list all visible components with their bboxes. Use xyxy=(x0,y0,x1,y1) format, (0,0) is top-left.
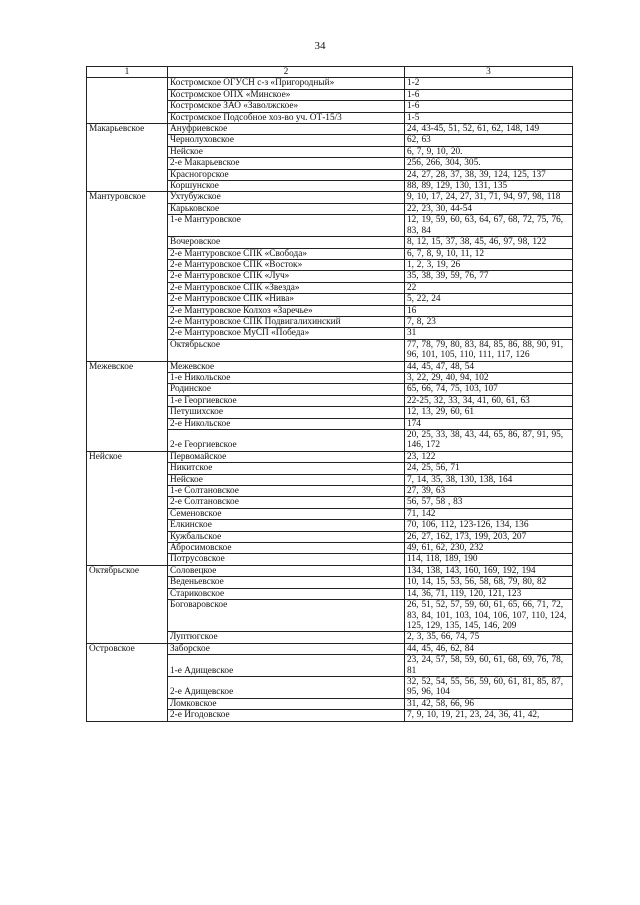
table-row xyxy=(87,643,573,654)
page-number: 34 xyxy=(314,40,326,52)
plot-numbers-cell: 9, 10, 17, 24, 27, 31, 71, 94, 97, 98, 118 xyxy=(405,192,573,203)
farm-cell: Чернолуховское xyxy=(168,135,405,146)
table-row xyxy=(87,124,573,135)
plot-numbers-cell: 7, 9, 10, 19, 21, 23, 24, 36, 41, 42, xyxy=(405,710,573,721)
farm-cell: Карьковское xyxy=(168,203,405,214)
plot-numbers-cell: 88, 89, 129, 130, 131, 135 xyxy=(405,181,573,192)
plot-numbers-cell: 24, 25, 56, 71 xyxy=(405,463,573,474)
plot-numbers-cell: 56, 57, 58 , 83 xyxy=(405,497,573,508)
plot-numbers-cell: 22-25, 32, 33, 34, 41, 60, 61, 63 xyxy=(405,395,573,406)
farm-cell: 2-е Адищевское xyxy=(168,676,405,698)
plot-numbers-cell: 134, 138, 143, 160, 169, 192, 194 xyxy=(405,565,573,576)
farm-cell: Семеновское xyxy=(168,508,405,519)
plot-numbers-cell: 174 xyxy=(405,418,573,429)
farm-cell: 2-е Мантуровское СПК «Восток» xyxy=(168,259,405,270)
plot-numbers-cell: 14, 36, 71, 119, 120, 121, 123 xyxy=(405,588,573,599)
table-row xyxy=(87,451,573,462)
column-header-1: 1 xyxy=(87,67,168,78)
farm-cell: Родинское xyxy=(168,384,405,395)
farm-cell: Костромское Подсобное хоз-во уч. ОТ-15/3 xyxy=(168,112,405,123)
farm-cell: Соловецкое xyxy=(168,565,405,576)
plot-numbers-cell: 1-6 xyxy=(405,101,573,112)
land-plots-table xyxy=(86,66,573,722)
farm-cell: Костромское ЗАО «Заволжское» xyxy=(168,101,405,112)
district-cell: Мантуровское xyxy=(87,192,168,361)
plot-numbers-cell: 1-2 xyxy=(405,78,573,89)
plot-numbers-cell: 2, 3, 35, 66, 74, 75 xyxy=(405,632,573,643)
farm-cell: Ухтубужское xyxy=(168,192,405,203)
plot-numbers-cell: 12, 19, 59, 60, 63, 64, 67, 68, 72, 75, 76, 83, 84 xyxy=(405,215,573,237)
plot-numbers-cell: 32, 52, 54, 55, 56, 59, 60, 61, 81, 85, 87, 95, 96, 104 xyxy=(405,676,573,698)
farm-cell: Костромское ОГУСН с-з «Пригородный» xyxy=(168,78,405,89)
farm-cell: Кужбальское xyxy=(168,531,405,542)
farm-cell: 2-е Мантуровское СПК Подвигалихинский xyxy=(168,316,405,327)
farm-cell: Никитское xyxy=(168,463,405,474)
farm-cell: Красногорское xyxy=(168,169,405,180)
plot-numbers-cell: 23, 122 xyxy=(405,451,573,462)
plot-numbers-cell: 22 xyxy=(405,282,573,293)
plot-numbers-cell: 16 xyxy=(405,305,573,316)
farm-cell: 2-е Мантуровское СПК «Луч» xyxy=(168,271,405,282)
plot-numbers-cell: 71, 142 xyxy=(405,508,573,519)
farm-cell: Потрусовское xyxy=(168,554,405,565)
district-cell: Островское xyxy=(87,643,168,721)
plot-numbers-cell: 114, 118, 189, 190 xyxy=(405,554,573,565)
farm-cell: Абросимовское xyxy=(168,543,405,554)
plot-numbers-cell: 10, 14, 15, 53, 56, 58, 68, 79, 80, 82 xyxy=(405,577,573,588)
plot-numbers-cell: 65, 66, 74, 75, 103, 107 xyxy=(405,384,573,395)
farm-cell: 2-е Мантуровское СПК «Звезда» xyxy=(168,282,405,293)
farm-cell: Октябрьское xyxy=(168,339,405,361)
farm-cell: 1-е Солтановское xyxy=(168,486,405,497)
farm-cell: 2-е Солтановское xyxy=(168,497,405,508)
plot-numbers-cell: 7, 14, 35, 38, 130, 138, 164 xyxy=(405,474,573,485)
farm-cell: Нейское xyxy=(168,474,405,485)
farm-cell: 1-е Мантуровское xyxy=(168,215,405,237)
plot-numbers-cell: 44, 45, 46, 62, 84 xyxy=(405,643,573,654)
table-row xyxy=(87,361,573,372)
plot-numbers-cell: 1-6 xyxy=(405,89,573,100)
farm-cell: 1-е Адищевское xyxy=(168,655,405,677)
plot-numbers-cell: 27, 39, 63 xyxy=(405,486,573,497)
farm-cell: 2-е Игодовское xyxy=(168,710,405,721)
plot-numbers-cell: 6, 7, 8, 9, 10, 11, 12 xyxy=(405,248,573,259)
plot-numbers-cell: 12, 13, 29, 60, 61 xyxy=(405,407,573,418)
farm-cell: 1-е Георгиевское xyxy=(168,395,405,406)
farm-cell: Ёлкинское xyxy=(168,520,405,531)
plot-numbers-cell: 1-5 xyxy=(405,112,573,123)
district-cell: Октябрьское xyxy=(87,565,168,643)
farm-cell: Костромское ОПХ «Минское» xyxy=(168,89,405,100)
farm-cell: Луптюгское xyxy=(168,632,405,643)
plot-numbers-cell: 22, 23, 30, 44-54 xyxy=(405,203,573,214)
farm-cell: Ломковское xyxy=(168,698,405,709)
district-cell xyxy=(87,78,168,124)
plot-numbers-cell: 26, 51, 52, 57, 59, 60, 61, 65, 66, 71, 72, 83, 84, 101, 103, 104, 106, 107, 110, 124, 125, 129, 135, 145, 146, 209 xyxy=(405,600,573,632)
farm-cell: Межевское xyxy=(168,361,405,372)
farm-cell: Коршунское xyxy=(168,181,405,192)
plot-numbers-cell: 24, 43-45, 51, 52, 61, 62, 148, 149 xyxy=(405,124,573,135)
plot-numbers-cell: 62, 63 xyxy=(405,135,573,146)
plot-numbers-cell: 23, 24, 57, 58, 59, 60, 61, 68, 69, 76, 78, 81 xyxy=(405,655,573,677)
district-cell: Нейское xyxy=(87,451,168,565)
plot-numbers-cell: 31 xyxy=(405,328,573,339)
farm-cell: Заборское xyxy=(168,643,405,654)
plot-numbers-cell: 44, 45, 47, 48, 54 xyxy=(405,361,573,372)
farm-cell: Стариковское xyxy=(168,588,405,599)
farm-cell: Веденьевское xyxy=(168,577,405,588)
plot-numbers-cell: 7, 8, 23 xyxy=(405,316,573,327)
farm-cell: 1-е Никольское xyxy=(168,372,405,383)
farm-cell: Петушихское xyxy=(168,407,405,418)
farm-cell: 2-е Никольское xyxy=(168,418,405,429)
table-row xyxy=(87,192,573,203)
plot-numbers-cell: 20, 25, 33, 38, 43, 44, 65, 86, 87, 91, 95, 146, 172 xyxy=(405,430,573,452)
column-header-3: 3 xyxy=(405,67,573,78)
table-row xyxy=(87,78,573,89)
farm-cell: 2-е Георгиевское xyxy=(168,430,405,452)
farm-cell: Ануфриевское xyxy=(168,124,405,135)
plot-numbers-cell: 1, 2, 3, 19, 26 xyxy=(405,259,573,270)
plot-numbers-cell: 5, 22, 24 xyxy=(405,294,573,305)
district-cell: Макарьевское xyxy=(87,124,168,192)
plot-numbers-cell: 26, 27, 162, 173, 199, 203, 207 xyxy=(405,531,573,542)
farm-cell: Боговаровское xyxy=(168,600,405,632)
farm-cell: 2-е Мантуровское Колхоз «Заречье» xyxy=(168,305,405,316)
plot-numbers-cell: 31, 42, 58, 66, 96 xyxy=(405,698,573,709)
farm-cell: 2-е Мантуровское СПК «Нива» xyxy=(168,294,405,305)
plot-numbers-cell: 49, 61, 62, 230, 232 xyxy=(405,543,573,554)
plot-numbers-cell: 6, 7, 9, 10, 20. xyxy=(405,146,573,157)
farm-cell: 2-е Макарьевское xyxy=(168,158,405,169)
plot-numbers-cell: 3, 22, 29, 40, 94, 102 xyxy=(405,372,573,383)
farm-cell: Первомайское xyxy=(168,451,405,462)
plot-numbers-cell: 70, 106, 112, 123-126, 134, 136 xyxy=(405,520,573,531)
farm-cell: Нейское xyxy=(168,146,405,157)
farm-cell: 2-е Мантуровское СПК «Свобода» xyxy=(168,248,405,259)
plot-numbers-cell: 24, 27, 28, 37, 38, 39, 124, 125, 137 xyxy=(405,169,573,180)
plot-numbers-cell: 35, 38, 39, 59, 76, 77 xyxy=(405,271,573,282)
farm-cell: Вочеровское xyxy=(168,237,405,248)
table-header-row xyxy=(87,67,573,78)
plot-numbers-cell: 256, 266, 304, 305. xyxy=(405,158,573,169)
table-row xyxy=(87,565,573,576)
plot-numbers-cell: 8, 12, 15, 37, 38, 45, 46, 97, 98, 122 xyxy=(405,237,573,248)
district-cell: Межевское xyxy=(87,361,168,451)
column-header-2: 2 xyxy=(168,67,405,78)
farm-cell: 2-е Мантуровское МуСП «Победа» xyxy=(168,328,405,339)
plot-numbers-cell: 77, 78, 79, 80, 83, 84, 85, 86, 88, 90, 91, 96, 101, 105, 110, 111, 117, 126 xyxy=(405,339,573,361)
